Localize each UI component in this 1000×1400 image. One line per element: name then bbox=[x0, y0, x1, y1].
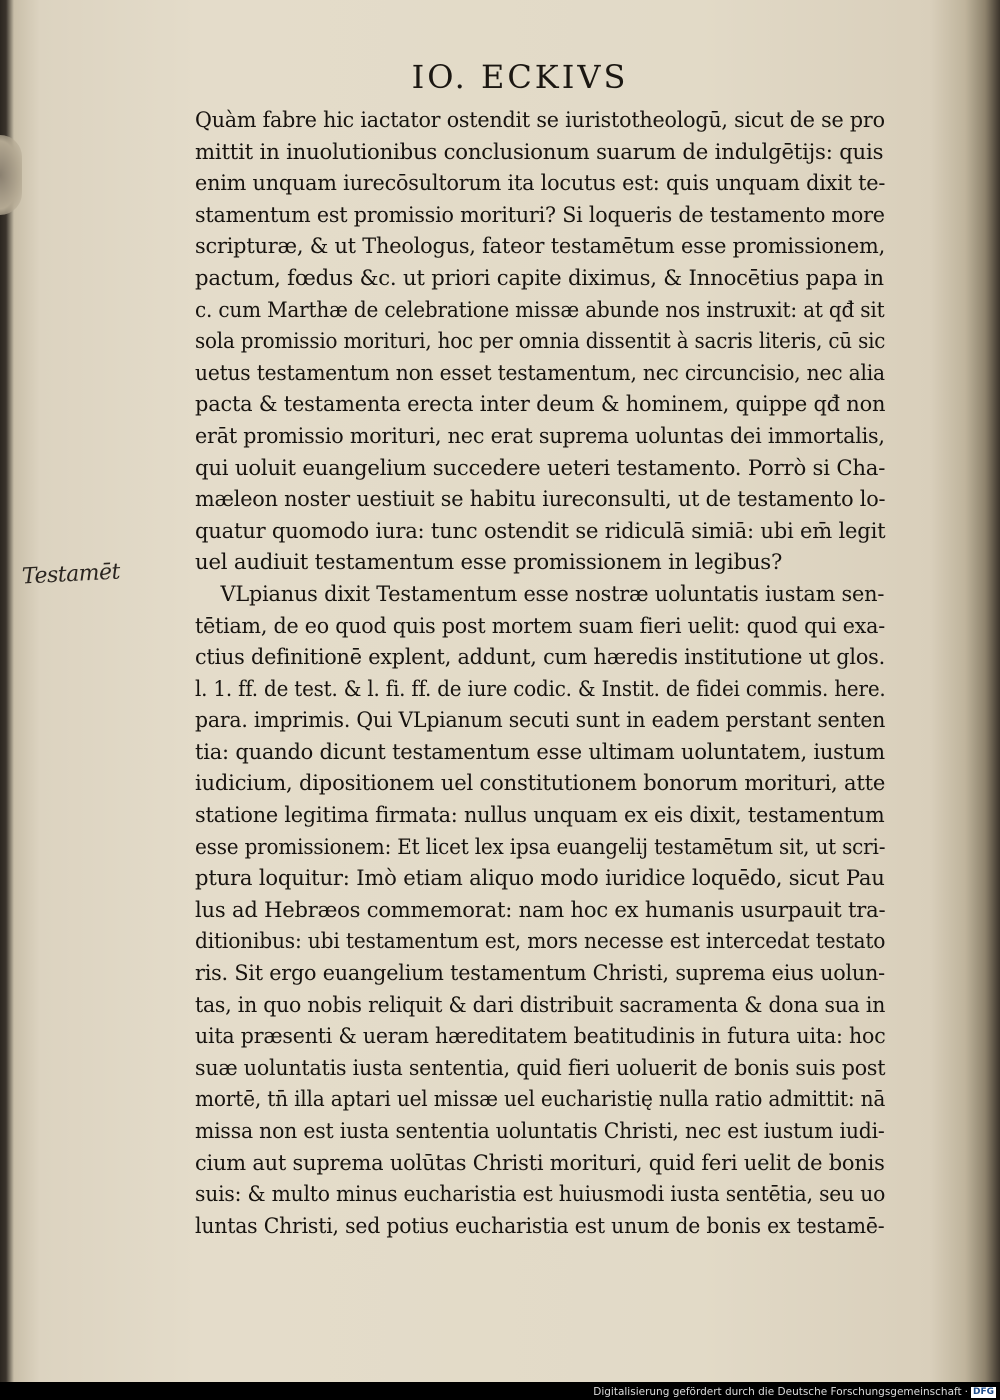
dfg-logo: DFG bbox=[972, 1386, 994, 1397]
text-line: quatur quomodo iura: tunc ostendit se ridiculā simiā: ubi em̄ legit bbox=[195, 517, 886, 543]
text-line: pactum, fœdus &c. ut priori capite diximus, & Innocētius papa in bbox=[195, 264, 884, 290]
text-line: para. imprimis. Qui VLpianum secuti sunt in eadem perstant senten bbox=[195, 707, 886, 733]
text-line: VLpianus dixit Testamentum esse nostræ uoluntatis iustam sen- bbox=[220, 580, 885, 606]
digitization-credit bbox=[593, 1386, 996, 1398]
text-line: statione legitima firmata: nullus unquam ex eis dixit, testamentum bbox=[195, 802, 885, 828]
text-line: tētiam, de eo quod quis post mortem suam fieri uelit: quod qui exa- bbox=[195, 612, 885, 638]
handwritten-margin-note: Testamēt bbox=[21, 559, 121, 590]
text-line: cium aut suprema uolūtas Christi morituri, quid feri uelit de bonis bbox=[195, 1149, 885, 1175]
credit-text: Digitalisierung gefördert durch die Deutsche Forschungsgemeinschaft bbox=[593, 1386, 962, 1398]
text-line: pacta & testamenta erecta inter deum & hominem, quippe qđ non bbox=[195, 391, 886, 417]
body-text bbox=[195, 104, 885, 1241]
text-line: l. 1. ff. de test. & l. fi. ff. de iure codic. & Instit. de fidei commis. here. bbox=[195, 675, 886, 701]
running-head: IO. ECKIVS bbox=[411, 58, 629, 96]
text-line: uel audiuit testamentum esse promissionem in legibus? bbox=[195, 549, 783, 575]
text-line: sola promissio morituri, hoc per omnia dissentit à sacris literis, cū sic bbox=[195, 328, 886, 354]
credit-separator: · bbox=[964, 1386, 968, 1398]
text-line: tia: quando dicunt testamentum esse ultimam uoluntatem, iustum bbox=[195, 738, 885, 764]
text-line: esse promissionem: Et licet lex ipsa euangelij testamētum sit, ut scri- bbox=[195, 833, 886, 859]
text-line: lus ad Hebræos commemorat: nam hoc ex humanis usurpauit tra- bbox=[195, 896, 886, 922]
text-line: Quàm fabre hic iactator ostendit se iuristotheologū, sicut de se pro bbox=[195, 107, 885, 132]
text-line: c. cum Marthæ de celebratione missæ abunde nos instruxit: at qđ sit bbox=[195, 296, 885, 322]
text-line: uita præsenti & ueram hæreditatem beatitudinis in futura uita: hoc bbox=[195, 1023, 886, 1049]
text-line: mittit in inuolutionibus conclusionum suarum de indulgētijs: quis bbox=[195, 138, 884, 164]
text-line: stamentum est promissio morituri? Si loqueris de testamento more bbox=[195, 201, 885, 227]
text-line: suæ uoluntatis iusta sententia, quid fieri uoluerit de bonis suis post bbox=[195, 1054, 886, 1080]
text-line: scripturæ, & ut Theologus, fateor testamētum esse promissionem, bbox=[195, 233, 885, 259]
binding-clip bbox=[0, 135, 22, 215]
text-line: enim unquam iurecōsultorum ita locutus est: quis unquam dixit te- bbox=[195, 170, 886, 196]
text-line: uetus testamentum non esset testamentum, nec circuncisio, nec alia bbox=[195, 359, 885, 385]
text-line: mortē, tn̄ illa aptari uel missæ uel eucharistię nulla ratio admittit: nā bbox=[195, 1086, 886, 1112]
text-line: luntas Christi, sed potius eucharistia est unum de bonis ex testamē- bbox=[195, 1212, 885, 1238]
text-line: mæleon noster uestiuit se habitu iureconsulti, ut de testamento lo- bbox=[195, 486, 886, 512]
text-line: tas, in quo nobis reliquit & dari distribuit sacramenta & dona sua in bbox=[195, 991, 886, 1017]
text-line: ctius definitionē explent, addunt, cum hæredis institutione ut glos. bbox=[195, 644, 885, 670]
text-line: qui uoluit euangelium succedere ueteri testamento. Porrò si Cha- bbox=[195, 454, 886, 480]
text-line: missa non est iusta sententia uoluntatis Christi, nec est iustum iudi- bbox=[195, 1118, 885, 1143]
text-line: ptura loquitur: Imò etiam aliquo modo iuridice loquēdo, sicut Pau bbox=[195, 865, 885, 891]
text-line: erāt promissio morituri, nec erat suprema uoluntas dei immortalis, bbox=[195, 422, 885, 448]
text-line: ditionibus: ubi testamentum est, mors necesse est intercedat testato bbox=[195, 928, 886, 954]
text-line: iudicium, dipositionem uel constitutionem bonorum morituri, atte bbox=[195, 770, 886, 796]
text-line: ris. Sit ergo euangelium testamentum Christi, suprema eius uolun- bbox=[195, 960, 885, 986]
text-line: suis: & multo minus eucharistia est huiusmodi iusta sentētia, seu uo bbox=[195, 1181, 886, 1207]
